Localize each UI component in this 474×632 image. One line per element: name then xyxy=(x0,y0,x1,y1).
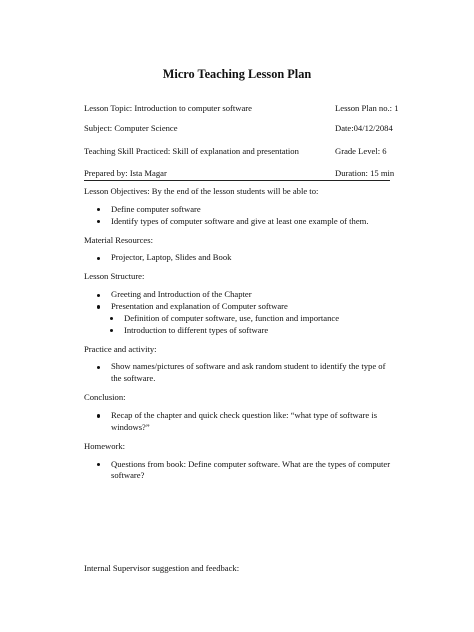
homework-list xyxy=(84,459,396,483)
conclusion-heading: Conclusion: xyxy=(84,392,126,403)
lesson-body xyxy=(84,186,396,482)
document-title: Micro Teaching Lesson Plan xyxy=(162,67,312,81)
list-item: Greeting and Introduction of the Chapter xyxy=(84,289,396,301)
list-item: Projector, Laptop, Slides and Book xyxy=(84,252,396,264)
grade-level: Grade Level: 6 xyxy=(335,146,387,156)
conclusion-list xyxy=(84,410,396,434)
structure-heading: Lesson Structure: xyxy=(84,271,145,282)
lesson-topic: Lesson Topic: Introduction to computer software xyxy=(84,103,252,113)
list-item: Identify types of computer software and give at least one example of them. xyxy=(84,216,396,228)
supervisor-feedback-label: Internal Supervisor suggestion and feedback: xyxy=(84,563,240,573)
sub-list-item: Introduction to different types of software xyxy=(84,325,396,337)
list-item: Define computer software xyxy=(84,204,396,216)
homework-heading: Homework: xyxy=(84,440,126,451)
structure-list xyxy=(84,289,396,336)
teaching-skill: Teaching Skill Practiced: Skill of explanation and presentation xyxy=(84,146,299,156)
materials-heading: Material Resources: xyxy=(84,234,153,245)
list-item: Presentation and explanation of Computer software xyxy=(84,301,396,313)
practice-list xyxy=(84,361,396,385)
practice-heading: Practice and activity: xyxy=(84,343,157,354)
materials-list xyxy=(84,252,396,264)
duration: Duration: 15 min xyxy=(335,168,395,178)
objectives-heading: Lesson Objectives: By the end of the lesson students will be able to: xyxy=(84,186,319,196)
list-item: Questions from book: Define computer software. What are the types of computer software? xyxy=(84,459,396,483)
date: Date:04/12/2084 xyxy=(335,123,393,133)
sub-list-item: Definition of computer software, use, function and importance xyxy=(84,313,396,325)
header-row-topic xyxy=(84,103,399,115)
lesson-plan-number: Lesson Plan no.: 1 xyxy=(335,103,399,113)
objectives-list xyxy=(84,204,396,228)
header-row-skill xyxy=(84,146,389,158)
header-row-prepared xyxy=(84,168,395,180)
list-item: Recap of the chapter and quick check question like: “what type of software is windows?” xyxy=(84,410,396,434)
header-divider xyxy=(84,180,390,181)
list-item: Show names/pictures of software and ask random student to identify the type of the software. xyxy=(84,361,396,385)
prepared-by: Prepared by: Ista Magar xyxy=(84,168,167,178)
header-row-subject xyxy=(84,123,393,135)
subject: Subject: Computer Science xyxy=(84,123,178,133)
